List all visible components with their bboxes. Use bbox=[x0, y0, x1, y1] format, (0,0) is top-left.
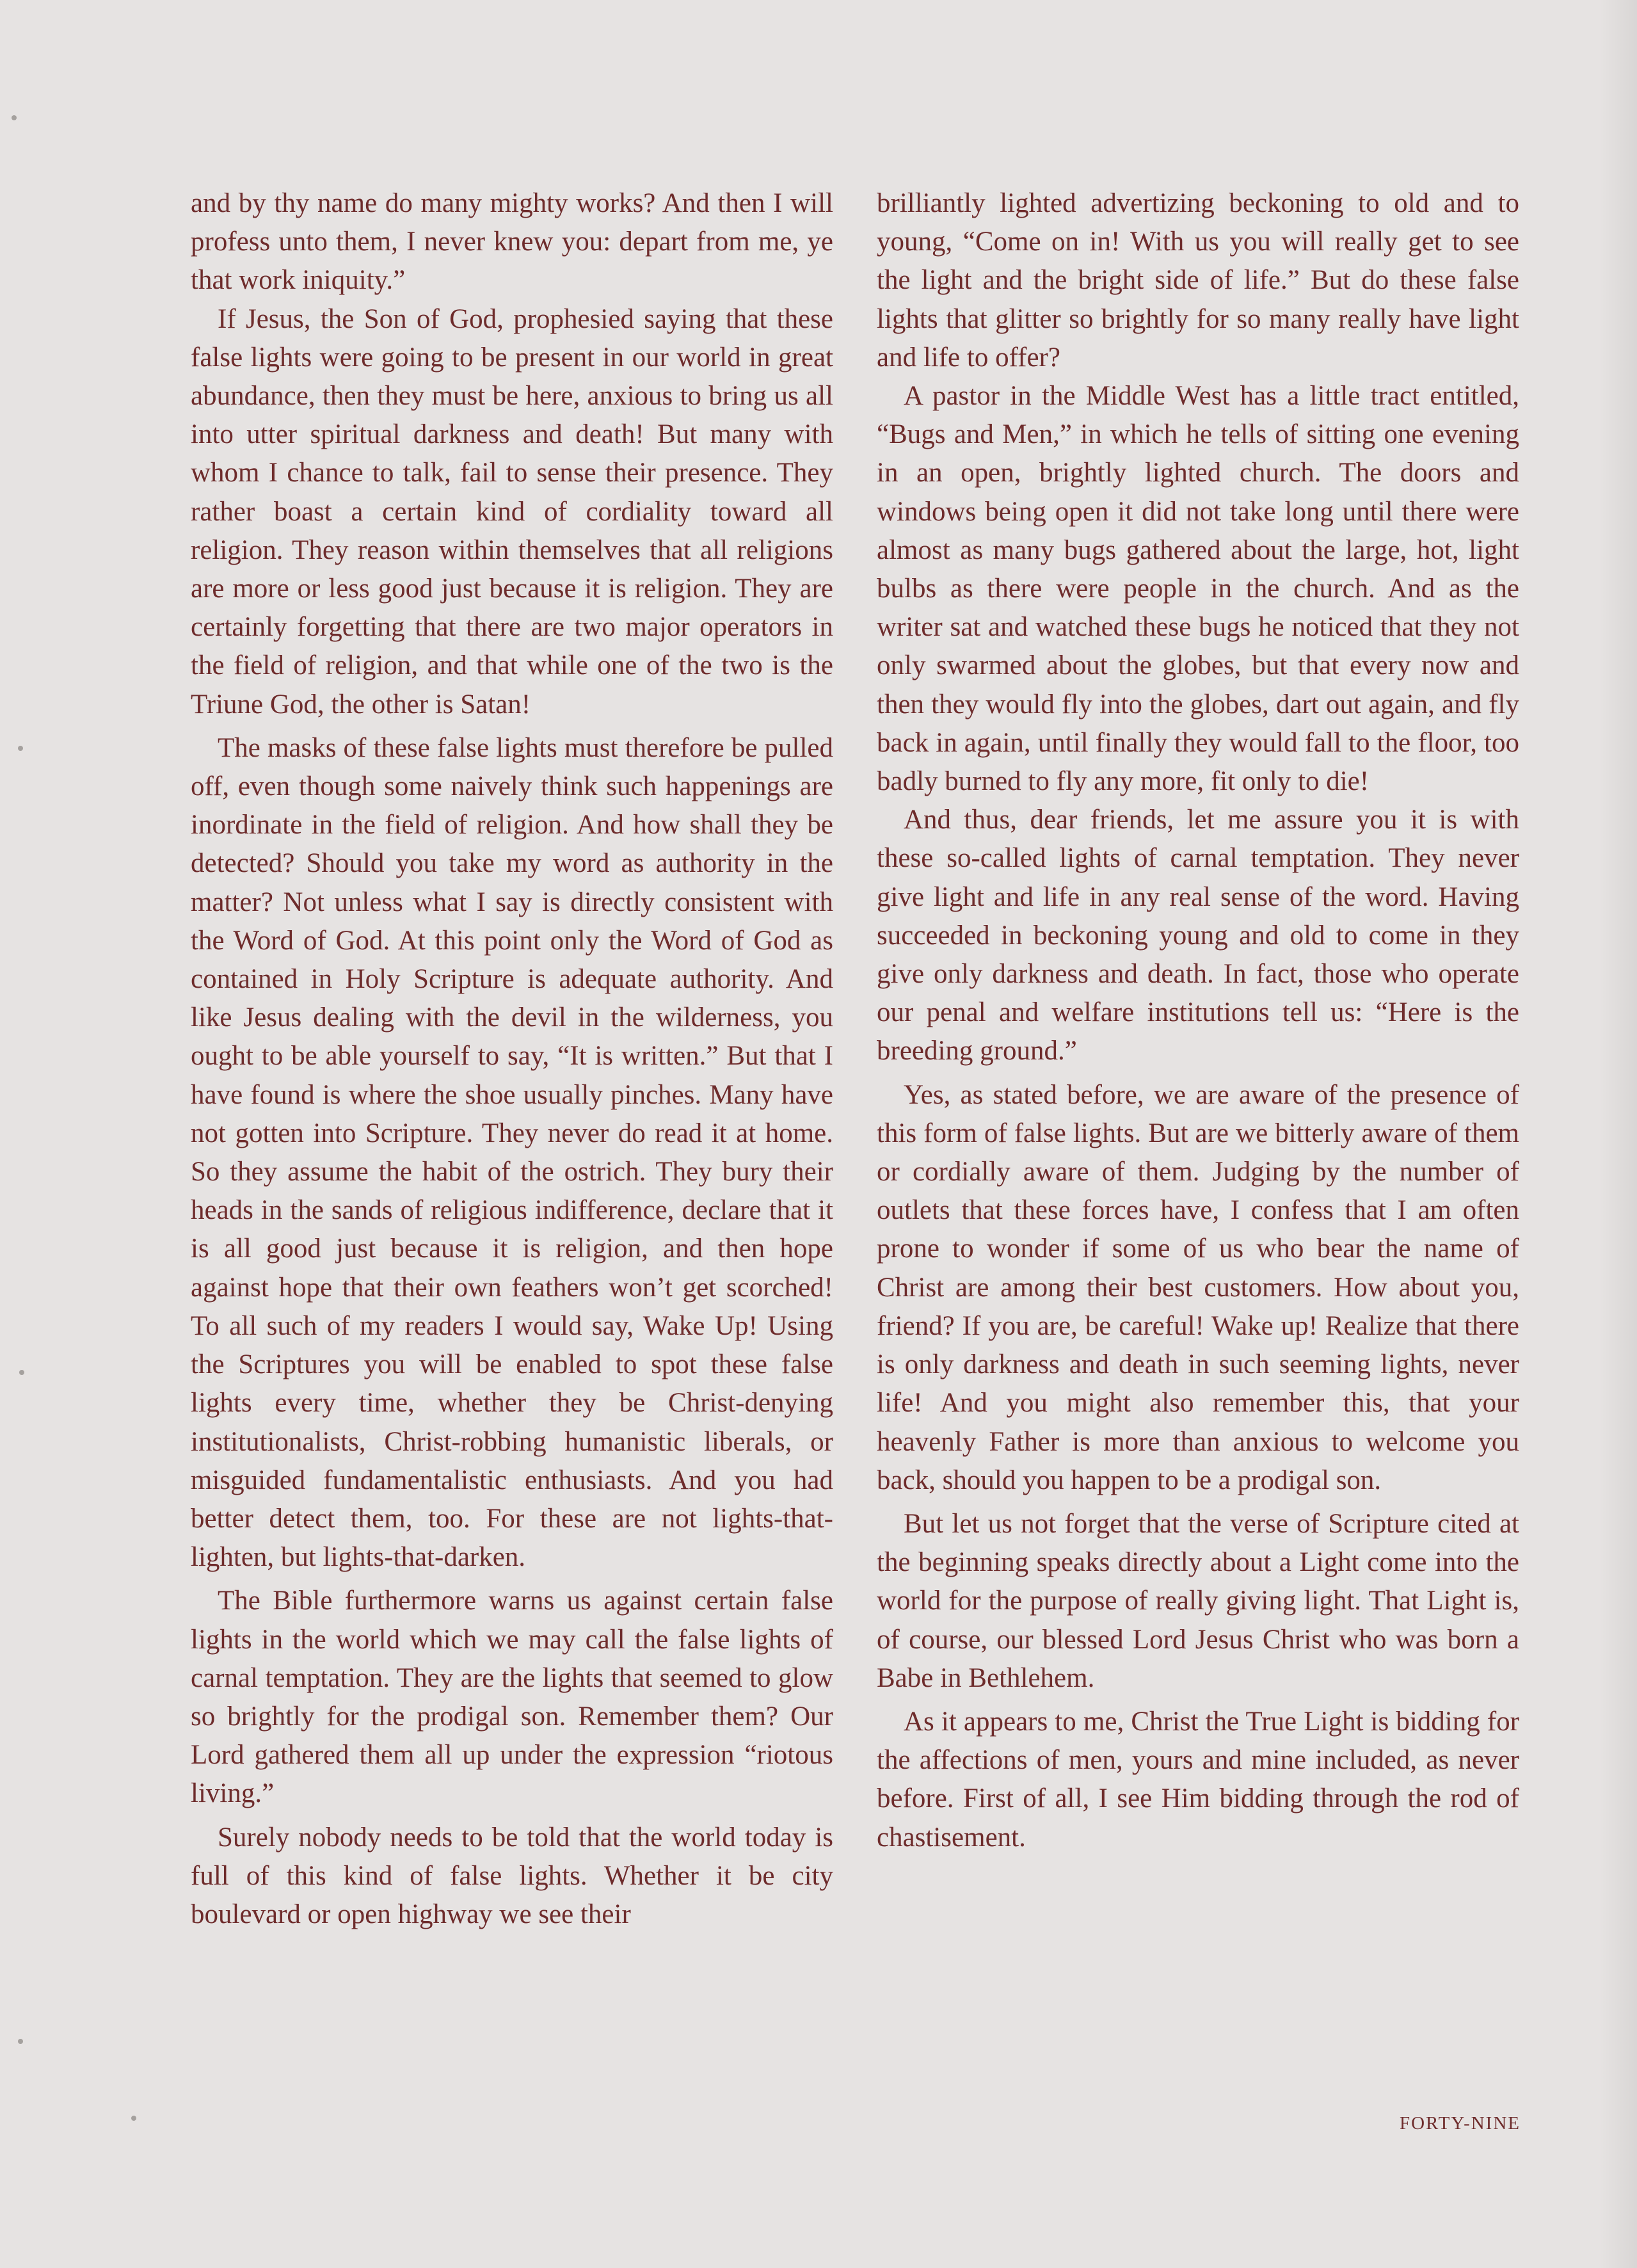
paragraph: Yes, as stated before, we are aware of the presence of this form of false lights. But are we bitterly aware of them or cordially aware of them. Judging by the number of outlets that these forces have, I confess that I am often prone to wonder if some of us who bear the name of Christ are among their best customers. How about you, friend? If you are, be careful! Wake up! Realize that there is only darkness and death in such seeming lights, never life! And you might also remember this, that your heavenly Father is more than anxious to welcome you back, should you happen to be a prodigal son. bbox=[877, 1079, 1519, 1495]
paragraph: A pastor in the Middle West has a little tract entitled, “Bugs and Men,” in which he tells of sitting one evening in an open, brightly lighted church. The doors and windows being open it did not take long until there were almost as many bugs gathered about the large, hot, light bulbs as there were people in the church. And as the writer sat and watched these bugs he noticed that they not only swarmed about the globes, but that every now and then they would fly into the globes, dart out again, and fly back in again, until finally they would fall to the floor, too badly burned to fly any more, fit only to die! bbox=[877, 381, 1519, 797]
left-column bbox=[191, 184, 833, 1934]
margin-speck bbox=[18, 746, 23, 751]
paragraph: The masks of these false lights must therefore be pulled off, even though some naively think such happenings are inordinate in the field of religion. And how shall they be detected? Should you take my word as authority in the matter? Not unless what I say is directly consistent with the Word of God. At this point only the Word of God as contained in Holy Scripture is adequate authority. And like Jesus dealing with the devil in the wilderness, you ought to be able yourself to say, “It is written.” But that I have found is where the shoe usually pinches. Many have not gotten into Scripture. They never do read it at home. So they assume the habit of the ostrich. They bury their heads in the sands of religious indifference, declare that it is all good just because it is religion, and then hope against hope that their own feathers won’t get scorched! To all such of my readers I would say, Wake Up! Using the Scriptures you will be enabled to spot these false lights every time, whether they be Christ-denying institutionalists, Christ-robbing humanistic liberals, or misguided fundamentalistic enthusiasts. And you had better detect them, too. For these are not lights-that-lighten, but lights-that-darken. bbox=[191, 732, 833, 1573]
margin-speck bbox=[12, 115, 17, 120]
margin-speck bbox=[131, 2116, 136, 2121]
page-edge-shadow bbox=[1599, 0, 1637, 2268]
paragraph: But let us not forget that the verse of Scripture cited at the beginning speaks directly about a Light come into the world for the purpose of really giving light. That Light is, of course, our blessed Lord Jesus Christ who was born a Babe in Bethlehem. bbox=[877, 1508, 1519, 1693]
paragraph: brilliantly lighted advertizing beckoning to old and to young, “Come on in! With us you will really get to see the light and the bright side of life.” But do these false lights that glitter so brightly for so many really have light and life to offer? bbox=[877, 188, 1519, 373]
margin-speck bbox=[18, 2039, 23, 2044]
paragraph: As it appears to me, Christ the True Light is bidding for the affections of men, yours and mine included, as never before. First of all, I see Him bidding through the rod of chastisement. bbox=[877, 1706, 1519, 1853]
paragraph: And thus, dear friends, let me assure you it is with these so-called lights of carnal temptation. They never give light and life in any real sense of the word. Having succeeded in beckoning young and old to come in they give only darkness and death. In fact, those who operate our penal and welfare institutions tell us: “Here is the breeding ground.” bbox=[877, 805, 1519, 1066]
margin-speck bbox=[19, 1370, 24, 1375]
page-number: FORTY-NINE bbox=[1399, 2113, 1521, 2134]
paragraph: and by thy name do many mighty works? And then I will profess unto them, I never knew you: depart from me, ye that work iniquity.” bbox=[191, 188, 833, 296]
paragraph: If Jesus, the Son of God, prophesied saying that these false lights were going to be present in our world in great abundance, then they must be here, anxious to bring us all into utter spiritual darkness and death! But many with whom I chance to talk, fail to sense their presence. They rather boast a certain kind of cordiality toward all religion. They reason within themselves that all religions are more or less good just because it is religion. They are certainly forgetting that there are two major operators in the field of religion, and that while one of the two is the Triune God, the other is Satan! bbox=[191, 303, 833, 720]
right-column bbox=[877, 184, 1519, 1857]
paragraph: The Bible furthermore warns us against certain false lights in the world which we may call the false lights of carnal temptation. They are the lights that seemed to glow so brightly for the prodigal son. Remember them? Our Lord gathered them all up under the expression “riotous living.” bbox=[191, 1586, 833, 1809]
paragraph: Surely nobody needs to be told that the world today is full of this kind of false lights. Whether it be city boulevard or open highway we see their bbox=[191, 1822, 833, 1929]
